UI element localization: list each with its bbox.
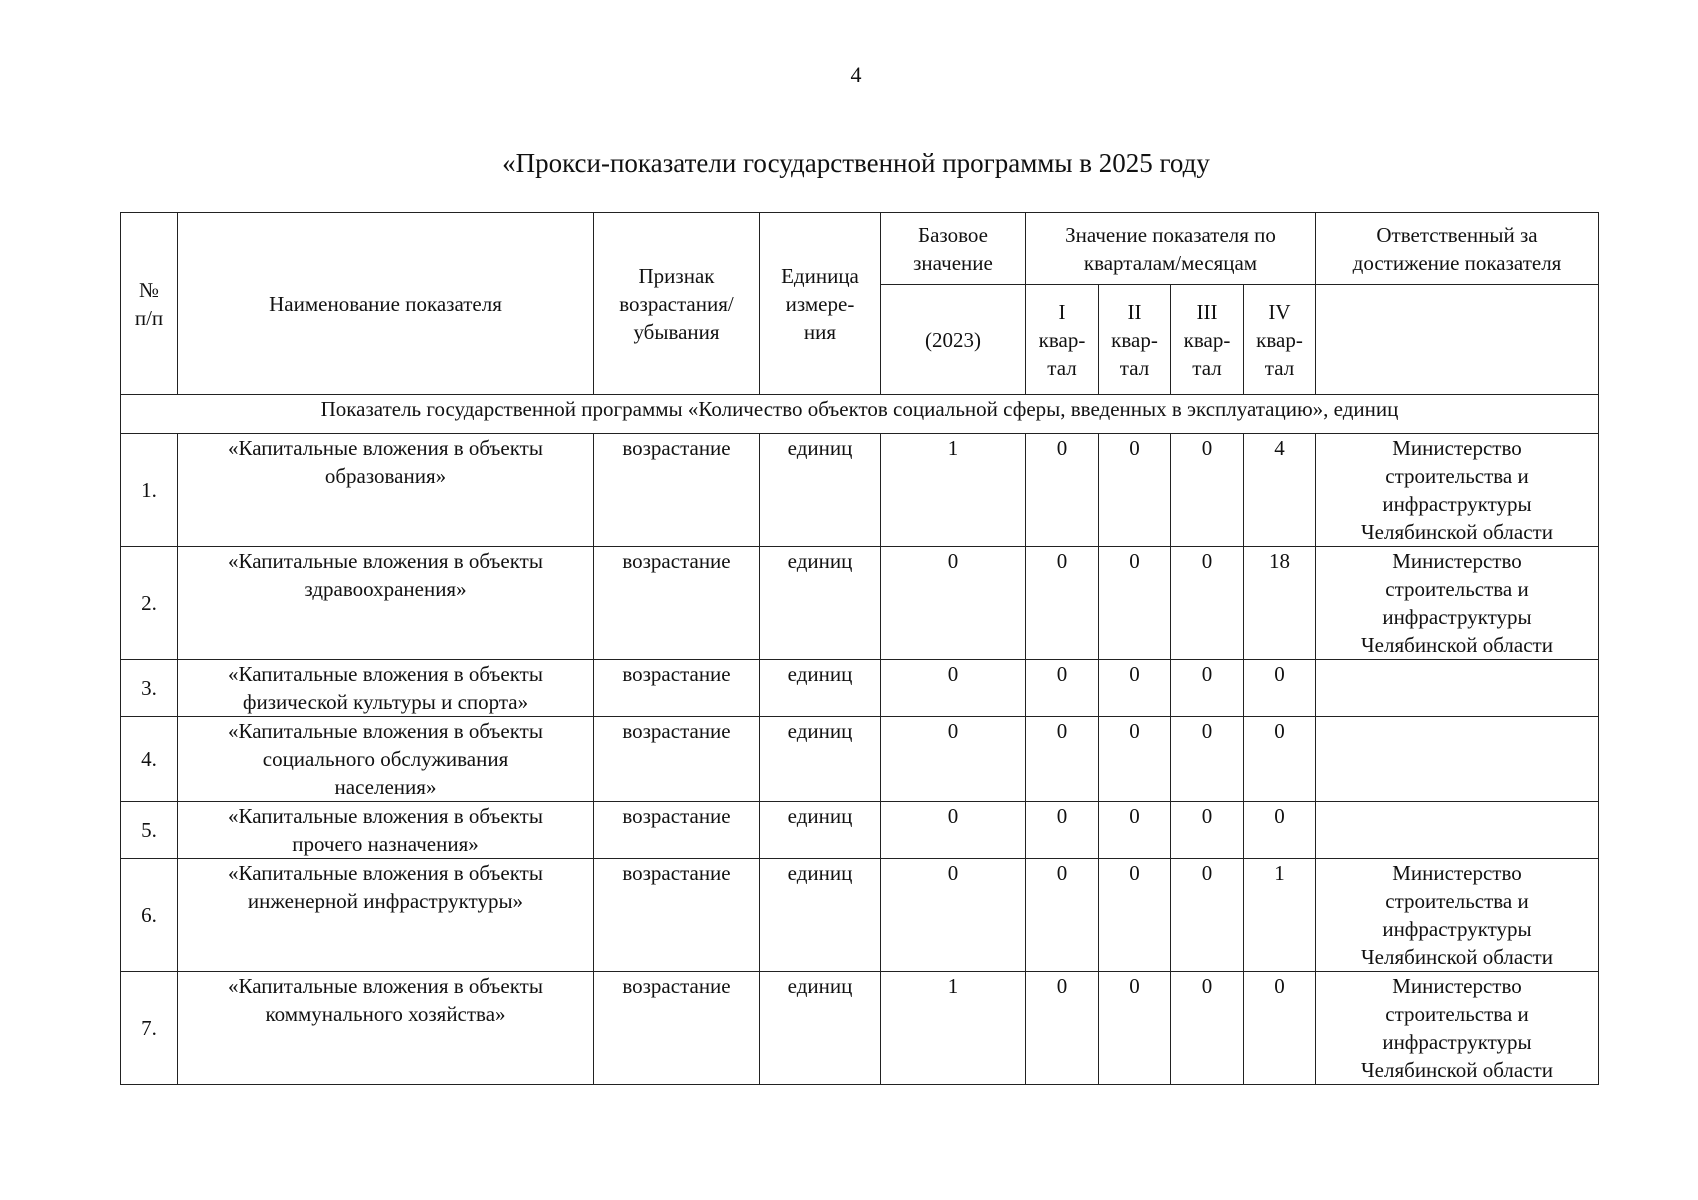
growth-sign: возрастание: [594, 660, 760, 717]
table-row: [121, 717, 1599, 802]
quarter-value: 0: [1244, 972, 1316, 1085]
indicator-name-line: социального обслуживания: [262, 747, 509, 771]
header-base-year: (2023): [881, 285, 1026, 395]
header-unit-line: Единица: [781, 263, 859, 288]
header-quarter-2: [1099, 285, 1171, 395]
responsible-line: строительства и: [1385, 577, 1529, 601]
quarter-value: 0: [1244, 660, 1316, 717]
header-unit: [760, 213, 881, 395]
responsible: [1316, 547, 1599, 660]
indicator-name-line: «Капитальные вложения в объекты: [228, 804, 543, 828]
unit: единиц: [760, 859, 881, 972]
quarter-value: 0: [1026, 547, 1099, 660]
quarter-line: тал: [1119, 355, 1150, 380]
responsible-line: Министерство: [1392, 861, 1522, 885]
header-quarters-line: кварталам/месяцам: [1083, 251, 1258, 275]
table-row: [121, 660, 1599, 717]
quarter-value: 0: [1171, 972, 1244, 1085]
quarter-line: III: [1196, 299, 1218, 324]
quarter-value: 0: [1026, 434, 1099, 547]
responsible: [1316, 717, 1599, 802]
responsible: [1316, 859, 1599, 972]
responsible-line: инфраструктуры: [1382, 492, 1532, 516]
quarter-line: квар-: [1038, 327, 1086, 352]
header-num: [121, 213, 178, 395]
quarter-value: 0: [1099, 972, 1171, 1085]
responsible-line: инфраструктуры: [1382, 1030, 1532, 1054]
quarter-value: 0: [1026, 802, 1099, 859]
quarter-value: 0: [1099, 547, 1171, 660]
table-row: [121, 972, 1599, 1085]
responsible: [1316, 972, 1599, 1085]
quarter-value: 0: [1171, 802, 1244, 859]
growth-sign: возрастание: [594, 859, 760, 972]
row-number: 1.: [121, 434, 178, 547]
responsible-line: строительства и: [1385, 464, 1529, 488]
table-row: [121, 434, 1599, 547]
base-value: 0: [881, 859, 1026, 972]
quarter-value: 0: [1244, 802, 1316, 859]
row-number: 7.: [121, 972, 178, 1085]
responsible-line: инфраструктуры: [1382, 917, 1532, 941]
table-row: [121, 859, 1599, 972]
header-base-line: значение: [913, 251, 993, 275]
responsible-line: строительства и: [1385, 889, 1529, 913]
quarter-value: 0: [1171, 859, 1244, 972]
row-number: 6.: [121, 859, 178, 972]
header-name: Наименование показателя: [178, 213, 594, 395]
indicator-name: [178, 859, 594, 972]
quarter-value: 0: [1099, 859, 1171, 972]
quarter-value: 18: [1244, 547, 1316, 660]
header-base-line: Базовое: [918, 223, 988, 247]
header-unit-line: измере-: [785, 291, 855, 316]
responsible-line: Министерство: [1392, 974, 1522, 998]
table-body: [121, 434, 1599, 1085]
base-value: 1: [881, 972, 1026, 1085]
growth-sign: возрастание: [594, 434, 760, 547]
quarter-value: 0: [1099, 660, 1171, 717]
indicator-name-line: «Капитальные вложения в объекты: [228, 436, 543, 460]
quarter-line: I: [1058, 299, 1066, 324]
row-number: 3.: [121, 660, 178, 717]
base-value: 1: [881, 434, 1026, 547]
header-responsible-blank: [1316, 285, 1599, 395]
quarter-value: 4: [1244, 434, 1316, 547]
header-quarter-1: [1026, 285, 1099, 395]
header-sign: [594, 213, 760, 395]
table-row: [121, 547, 1599, 660]
indicator-name-line: коммунального хозяйства»: [265, 1002, 506, 1026]
indicator-name-line: населения»: [334, 775, 437, 799]
table-row: [121, 802, 1599, 859]
indicator-name: [178, 547, 594, 660]
indicator-name-line: «Капитальные вложения в объекты: [228, 719, 543, 743]
unit: единиц: [760, 434, 881, 547]
indicator-name-line: физической культуры и спорта»: [242, 690, 529, 714]
quarter-line: квар-: [1183, 327, 1231, 352]
responsible-line: строительства и: [1385, 1002, 1529, 1026]
responsible-line: Челябинской области: [1361, 1058, 1553, 1082]
section-title: Показатель государственной программы «Количество объектов социальной сферы, введенных в эксплуатацию», единиц: [121, 395, 1599, 434]
unit: единиц: [760, 660, 881, 717]
row-number: 5.: [121, 802, 178, 859]
quarter-value: 0: [1244, 717, 1316, 802]
header-responsible: [1316, 213, 1599, 285]
header-sign-line: возрастания/: [619, 291, 734, 316]
unit: единиц: [760, 717, 881, 802]
indicator-name-line: «Капитальные вложения в объекты: [228, 549, 543, 573]
quarter-value: 0: [1171, 547, 1244, 660]
quarter-value: 0: [1099, 434, 1171, 547]
indicator-name-line: инженерной инфраструктуры»: [247, 889, 524, 913]
quarter-line: квар-: [1256, 327, 1303, 352]
responsible: [1316, 802, 1599, 859]
growth-sign: возрастание: [594, 547, 760, 660]
quarter-line: IV: [1268, 299, 1291, 324]
base-value: 0: [881, 717, 1026, 802]
header-responsible-line: Ответственный за: [1376, 223, 1538, 247]
quarter-value: 0: [1099, 717, 1171, 802]
header-quarters-line: Значение показателя по: [1065, 223, 1276, 247]
header-responsible-line: достижение показателя: [1352, 251, 1562, 275]
quarter-line: квар-: [1111, 327, 1158, 352]
responsible-line: Министерство: [1392, 549, 1522, 573]
indicator-name-line: «Капитальные вложения в объекты: [228, 662, 543, 686]
document-title: «Прокси-показатели государственной программы в 2025 году: [502, 148, 1210, 178]
responsible-line: инфраструктуры: [1382, 605, 1532, 629]
quarter-value: 0: [1026, 660, 1099, 717]
section-row: [121, 395, 1599, 434]
responsible-line: Челябинской области: [1361, 520, 1553, 544]
indicator-name-line: «Капитальные вложения в объекты: [228, 974, 543, 998]
quarter-line: тал: [1264, 355, 1295, 380]
indicator-name-line: «Капитальные вложения в объекты: [228, 861, 543, 885]
header-sign-line: Признак: [638, 263, 715, 288]
indicator-name: [178, 434, 594, 547]
quarter-line: тал: [1192, 355, 1222, 380]
unit: единиц: [760, 802, 881, 859]
header-num-line: №: [138, 277, 160, 302]
header-quarters-group: [1026, 213, 1316, 285]
indicator-name-line: образования»: [324, 464, 447, 488]
quarter-value: 0: [1099, 802, 1171, 859]
quarter-line: тал: [1047, 355, 1077, 380]
quarter-value: 0: [1026, 859, 1099, 972]
growth-sign: возрастание: [594, 802, 760, 859]
base-value: 0: [881, 660, 1026, 717]
header-sign-line: убывания: [633, 319, 720, 344]
responsible: [1316, 660, 1599, 717]
page-number: 4: [850, 62, 862, 87]
quarter-value: 0: [1026, 717, 1099, 802]
unit: единиц: [760, 972, 881, 1085]
base-value: 0: [881, 547, 1026, 660]
indicator-name: [178, 972, 594, 1085]
indicator-name: [178, 802, 594, 859]
proxy-indicators-table: [120, 212, 1599, 1085]
base-value: 0: [881, 802, 1026, 859]
quarter-value: 1: [1244, 859, 1316, 972]
header-quarter-4: [1244, 285, 1316, 395]
responsible-line: Челябинской области: [1361, 945, 1553, 969]
header-base: [881, 213, 1026, 285]
responsible-line: Челябинской области: [1361, 633, 1553, 657]
indicator-name: [178, 660, 594, 717]
row-number: 4.: [121, 717, 178, 802]
indicator-name-line: прочего назначения»: [292, 832, 479, 856]
quarter-value: 0: [1171, 434, 1244, 547]
unit: единиц: [760, 547, 881, 660]
row-number: 2.: [121, 547, 178, 660]
indicator-name-line: здравоохранения»: [304, 577, 467, 601]
responsible-line: Министерство: [1392, 436, 1522, 460]
growth-sign: возрастание: [594, 972, 760, 1085]
quarter-value: 0: [1171, 660, 1244, 717]
quarter-value: 0: [1026, 972, 1099, 1085]
header-quarter-3: [1171, 285, 1244, 395]
growth-sign: возрастание: [594, 717, 760, 802]
header-num-line: п/п: [134, 305, 164, 330]
responsible: [1316, 434, 1599, 547]
header-unit-line: ния: [803, 319, 837, 344]
indicator-name: [178, 717, 594, 802]
quarter-line: II: [1127, 299, 1142, 324]
header-row-1: [121, 213, 1599, 285]
quarter-value: 0: [1171, 717, 1244, 802]
